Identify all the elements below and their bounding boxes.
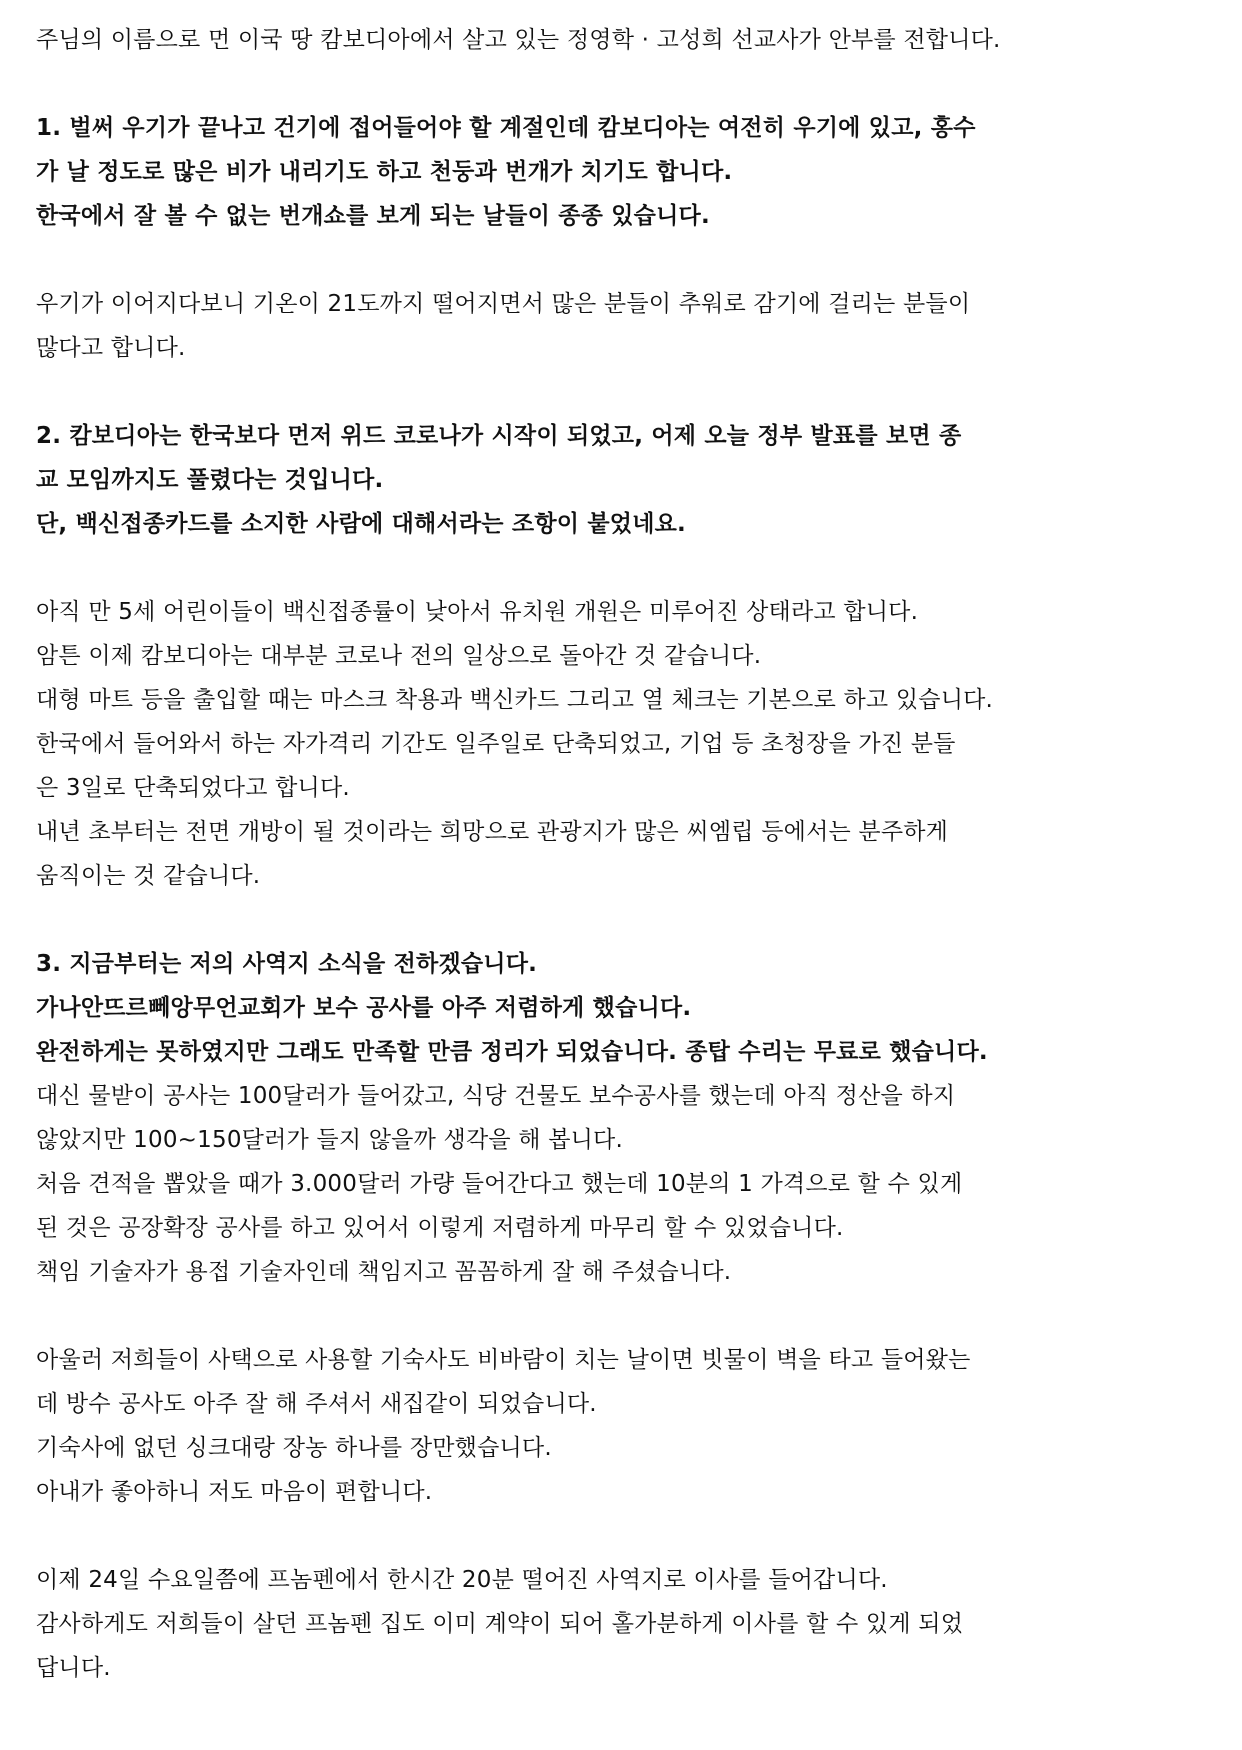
paragraph-gap: [36, 1514, 1176, 1558]
paragraph-gap: [36, 62, 1176, 106]
section2-line-1: 2. 캄보디아는 한국보다 먼저 위드 코로나가 시작이 되었고, 어제 오늘 정부 발표를 보면 종: [36, 423, 962, 449]
paragraph-gap: [36, 546, 1176, 590]
section3-line-2: 가나안뜨르뻬앙무언교회가 보수 공사를 아주 저렴하게 했습니다.: [36, 995, 692, 1021]
section3-para2-line-1: 아울러 저희들이 사택으로 사용할 기숙사도 비바람이 치는 날이면 빗물이 벽을 타고 들어왔는: [36, 1347, 971, 1373]
section3-para2-line-4: 아내가 좋아하니 저도 마음이 편합니다.: [36, 1479, 433, 1505]
section3-para3-line-3: 답니다.: [36, 1655, 111, 1681]
section3-para3-line-2: 감사하게도 저희들이 살던 프놈펜 집도 이미 계약이 되어 홀가분하게 이사를 할 수 있게 되었: [36, 1611, 964, 1637]
section2-para2-line-6: 내년 초부터는 전면 개방이 될 것이라는 희망으로 관광지가 많은 씨엠립 등에서는 분주하게: [36, 819, 949, 845]
section3-para2-line-3: 기숙사에 없던 싱크대랑 장농 하나를 장만했습니다.: [36, 1435, 552, 1461]
letter-body: [36, 18, 1176, 1690]
section2-para2-line-2: 암튼 이제 캄보디아는 대부분 코로나 전의 일상으로 돌아간 것 같습니다.: [36, 643, 762, 669]
section3-para1-line-1: 대신 물받이 공사는 100달러가 들어갔고, 식당 건물도 보수공사를 했는데 아직 정산을 하지: [36, 1083, 956, 1109]
section2-para2-line-5: 은 3일로 단축되었다고 합니다.: [36, 775, 350, 801]
section2-para2-line-4: 한국에서 들어와서 하는 자가격리 기간도 일주일로 단축되었고, 기업 등 초청장을 가진 분들: [36, 731, 956, 757]
paragraph-gap: [36, 370, 1176, 414]
paragraph-gap: [36, 898, 1176, 942]
section2-para2-line-1: 아직 만 5세 어린이들이 백신접종률이 낮아서 유치원 개원은 미루어진 상태라고 합니다.: [36, 599, 919, 625]
section2-para2-line-3: 대형 마트 등을 출입할 때는 마스크 착용과 백신카드 그리고 열 체크는 기본으로 하고 있습니다.: [36, 687, 994, 713]
section2-line-2: 교 모임까지도 풀렸다는 것입니다.: [36, 467, 384, 493]
paragraph-gap: [36, 238, 1176, 282]
paragraph-gap: [36, 1294, 1176, 1338]
intro-line: 주님의 이름으로 먼 이국 땅 캄보디아에서 살고 있는 정영학 · 고성희 선교사가 안부를 전합니다.: [36, 27, 1001, 53]
section3-para1-line-3: 처음 견적을 뽑았을 때가 3.000달러 가량 들어간다고 했는데 10분의 1 가격으로 할 수 있게: [36, 1171, 963, 1197]
section1-para2-line-1: 우기가 이어지다보니 기온이 21도까지 떨어지면서 많은 분들이 추워로 감기에 걸리는 분들이: [36, 291, 971, 317]
section3-para1-line-5: 책임 기술자가 용접 기술자인데 책임지고 꼼꼼하게 잘 해 주셨습니다.: [36, 1259, 732, 1285]
section3-para1-line-2: 않았지만 100~150달러가 들지 않을까 생각을 해 봅니다.: [36, 1127, 623, 1153]
section3-para2-line-2: 데 방수 공사도 아주 잘 해 주셔서 새집같이 되었습니다.: [36, 1391, 597, 1417]
section1-line-2: 가 날 정도로 많은 비가 내리기도 하고 천둥과 번개가 치기도 합니다.: [36, 159, 733, 185]
section2-para2-line-7: 움직이는 것 같습니다.: [36, 863, 261, 889]
section3-line-1: 3. 지금부터는 저의 사역지 소식을 전하겠습니다.: [36, 951, 538, 977]
section2-line-3: 단, 백신접종카드를 소지한 사람에 대해서라는 조항이 붙었네요.: [36, 511, 686, 537]
section1-line-3: 한국에서 잘 볼 수 없는 번개쇼를 보게 되는 날들이 종종 있습니다.: [36, 203, 710, 229]
section3-para1-line-4: 된 것은 공장확장 공사를 하고 있어서 이렇게 저렴하게 마무리 할 수 있었습니다.: [36, 1215, 844, 1241]
section1-line-1: 1. 벌써 우기가 끝나고 건기에 접어들어야 할 계절인데 캄보디아는 여전히 우기에 있고, 홍수: [36, 115, 976, 141]
section3-line-3: 완전하게는 못하였지만 그래도 만족할 만큼 정리가 되었습니다. 종탑 수리는 무료로 했습니다.: [36, 1039, 988, 1065]
section3-para3-line-1: 이제 24일 수요일쯤에 프놈펜에서 한시간 20분 떨어진 사역지로 이사를 들어갑니다.: [36, 1567, 888, 1593]
section1-para2-line-2: 많다고 합니다.: [36, 335, 186, 361]
